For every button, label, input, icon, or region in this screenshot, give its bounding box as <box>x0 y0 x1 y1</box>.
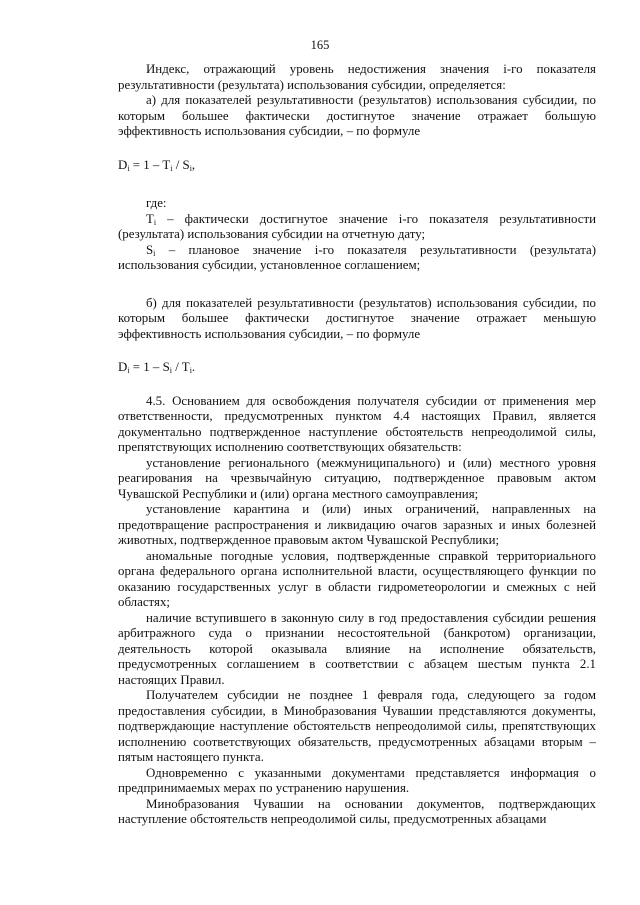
paragraph-var-t: $T_i$ – фактически достигнутое значение i-го показателя результативности (результата) использования субсидии на отчетную дату; <box>118 211 596 241</box>
var-s-text: – плановое значение i-го показателя результативности (результата) использования субсидии, установленное соглашением; <box>118 242 596 272</box>
paragraph-court-decision: наличие вступившего в законную силу в год предоставления субсидии решения арбитражного суда о признании несостоятельной (банкротом) организации, деятельность которой оказывала влияние на исполнение обязательств, предусмотренных соглашением в соответствии с абзацем шестым пункта 2.1 настоящих Правил. <box>118 610 596 687</box>
paragraph-case-a: а) для показателей результативности (результатов) использования субсидии, по которым большее фактически достигнутое значение отражает большую эффективность использования субсидии, – по формуле <box>118 93 596 138</box>
var-t-text: – фактически достигнутое значение i-го показателя результативности (результата) использования субсидии на отчетную дату; <box>118 211 596 241</box>
paragraph-weather: аномальные погодные условия, подтвержденные справкой территориального органа федерального органа исполнительной власти, осуществляющего функции по оказанию государственных услуг в области гидрометеорологии и смежных с ней областях; <box>118 548 596 609</box>
var-s-symbol: S <box>146 242 154 257</box>
paragraph-measures-info: Одновременно с указанными документами представляется информация о предпринимаемых мерах по устранению нарушения. <box>118 765 596 795</box>
paragraph-case-b: б) для показателей результативности (результатов) использования субсидии, по которым большее фактически достигнутое значение отражает меньшую эффективность использования субсидии, – по формуле <box>118 295 596 341</box>
paragraph-emergency-level: установление регионального (межмуниципального) и (или) местного уровня реагирования на чрезвычайную ситуацию, подтвержденное правовым актом Чувашской Республики и (или) органа местного самоуправления; <box>118 455 596 501</box>
paragraph-section-4-5: 4.5. Основанием для освобождения получателя субсидии от применения мер ответственности, предусмотренных пунктом 4.4 настоящих Правил, является документально подтвержденное наступление обстоятельств непреодолимой силы, препятствующих исполнению соответствующих обязательств: <box>118 393 596 454</box>
var-t-symbol: T <box>146 211 154 226</box>
document-body <box>118 62 596 828</box>
paragraph-var-s: $S_i$ – плановое значение i-го показателя результативности (результата) использования субсидии, установленное соглашением; <box>118 242 596 272</box>
paragraph-documents-deadline: Получателем субсидии не позднее 1 февраля года, следующего за годом предоставления субсидии, в Минобразования Чувашии представляются документы, подтверждающие наступление обстоятельств непреодолимой силы, препятствующих исполнению соответствующих обязательств, предусмотренных абзацами вторым – пятым настоящего пункта. <box>118 688 596 764</box>
paragraph-index-intro: Индекс, отражающий уровень недостижения значения i-го показателя результативности (результата) использования субсидии, определяется: <box>118 62 596 92</box>
paragraph-ministry-decision: Минобразования Чувашии на основании документов, подтверждающих наступление обстоятельств непреодолимой силы, предусмотренных абзацами <box>118 796 596 826</box>
formula-d-case-a: $D_i = 1 - T_i / S_i$, <box>118 157 196 173</box>
paragraph-quarantine: установление карантина и (или) иных ограничений, направленных на предотвращение распространения и ликвидацию очагов заразных и иных болезней животных, подтвержденное правовым актом Чувашской Республики; <box>118 502 596 547</box>
page-number: 165 <box>310 38 330 52</box>
formula-d-case-b: $D_i = 1 - S_i / T_i$. <box>118 360 196 375</box>
paragraph-where: где: <box>146 196 167 210</box>
